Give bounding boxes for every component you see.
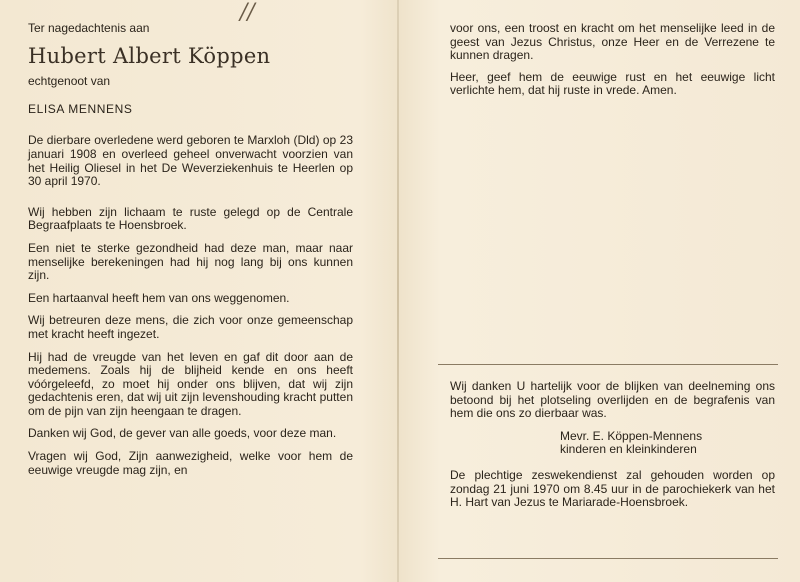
card-fold — [397, 0, 399, 582]
spouse-name: ELISA MENNENS — [28, 101, 133, 116]
paragraph-mourning: Wij betreuren deze mens, die zich voor onze gemeenschap met kracht heeft ingezet. — [28, 313, 353, 341]
right-page-top — [450, 22, 775, 106]
handwritten-mark: // — [240, 0, 255, 25]
paragraph-prayer-continued: voor ons, een troost en kracht om het menselijke leed in de geest van Jezus Christus, onze Heer en de Verrezene te kunnen dragen. — [450, 21, 775, 63]
paragraph-thanks-god: Danken wij God, de gever van alle goeds, voor deze man. — [28, 426, 337, 441]
paragraph-health: Een niet te sterke gezondheid had deze man, maar naar menselijke berekeningen had hij nog lang bij ons kunnen zijn. — [28, 240, 353, 283]
memorial-service-text: De plechtige zeswekendienst zal gehouden worden op zondag 21 juni 1970 om 8.45 uur in de parochiekerk van het H. Hart van Jezus te Mariarade-Hoensbroek. — [450, 467, 775, 510]
paragraph-heart-attack: Een hartaanval heeft hem van ons weggenomen. — [28, 290, 290, 305]
divider-top — [438, 364, 778, 365]
left-page — [28, 22, 353, 486]
paragraph-birth-death: De dierbare overledene werd geboren te Marxloh (Dld) op 23 januari 1908 en overleed geheel onverwacht voorzien van het Heilig Oliesel in het De Weverziekenhuis te Heerlen op 30 april 1970. — [28, 133, 353, 189]
right-page-bottom — [450, 380, 775, 519]
divider-bottom — [438, 558, 778, 559]
deceased-name: Hubert Albert Köppen — [28, 43, 271, 68]
paragraph-prayer: Vragen wij God, Zijn aanwezigheid, welke voor hem de eeuwige vreugde mag zijn, en — [28, 449, 353, 477]
paragraph-eternal-rest: Heer, geef hem de eeuwige rust en het eeuwige licht verlichte hem, dat hij ruste in vrede. Amen. — [450, 69, 775, 98]
paragraph-life: Hij had de vreugde van het leven en gaf dit door aan de medemens. Zoals hij de blijheid kende en ons heeft vóórgeleefd, zo moet hij onder ons blijven, dat wij zijn gedachtenis eren, dat wij uit zijn levenshouding kracht putten om de pijn van zijn heengaan te dragen. — [28, 349, 353, 418]
thanks-text: Wij danken U hartelijk voor de blijken van deelneming ons betoond bij het plotseling overlijden en de begrafenis van hem die ons zo dierbaar was. — [450, 379, 775, 421]
intro-text: Ter nagedachtenis aan — [28, 21, 150, 35]
paragraph-burial: Wij hebben zijn lichaam te ruste gelegd op de Centrale Begraafplaats te Hoensbroek. — [28, 204, 353, 233]
family-signature: Mevr. E. Köppen-Mennens kinderen en kleinkinderen — [560, 428, 703, 457]
spouse-label: echtgenoot van — [28, 74, 111, 89]
